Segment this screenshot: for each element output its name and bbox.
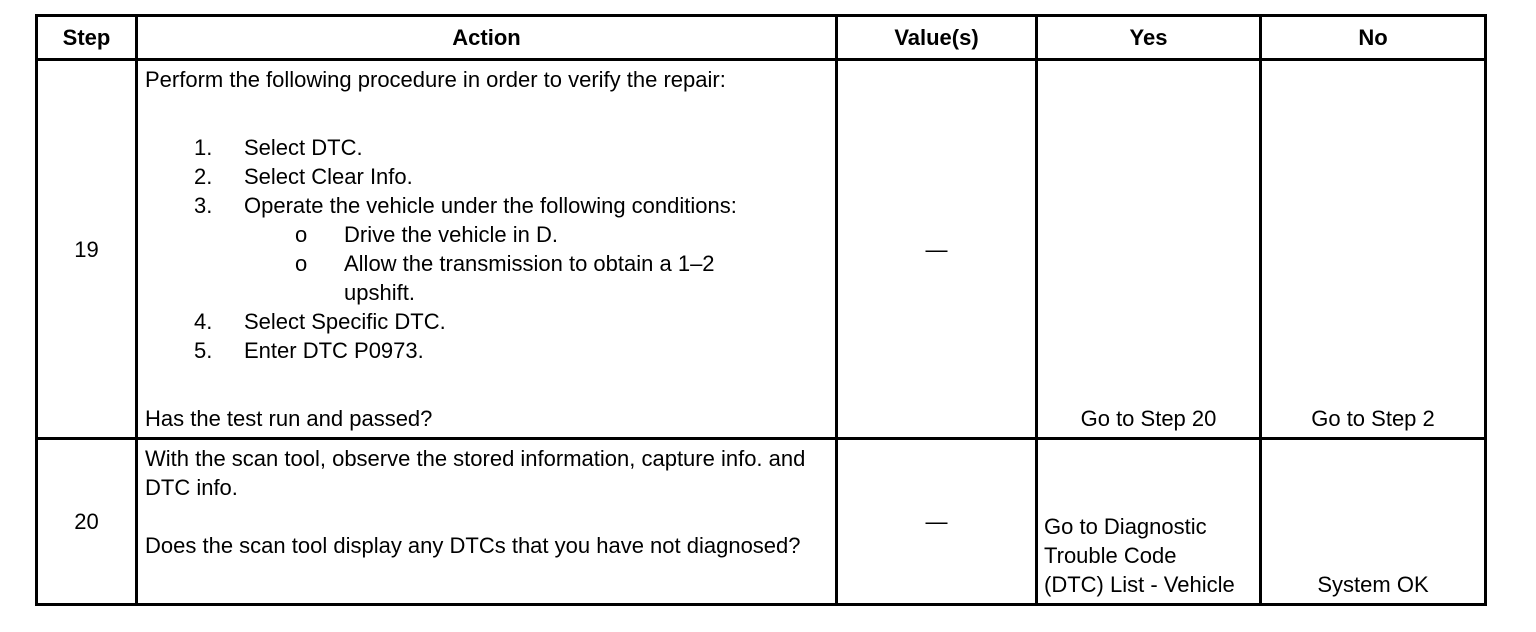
- list-text: Select Clear Info.: [244, 164, 413, 189]
- no-cell: [1261, 439, 1486, 605]
- list-text: Operate the vehicle under the following conditions:: [244, 193, 737, 218]
- list-number: 5.: [194, 338, 213, 363]
- list-text: Select Specific DTC.: [244, 309, 446, 334]
- action-cell: [137, 60, 837, 439]
- yes-cell: [1037, 439, 1261, 605]
- list-text: Enter DTC P0973.: [244, 338, 424, 363]
- header-row: [37, 16, 1486, 60]
- no-text: Go to Step 2: [1311, 406, 1435, 431]
- action-cell: [137, 439, 837, 605]
- sub-list: [145, 220, 804, 307]
- table-row-step-19: [37, 60, 1486, 439]
- sub-list-text: Drive the vehicle in D.: [344, 222, 558, 247]
- list-item: [145, 336, 829, 365]
- sub-list-item: [145, 220, 804, 249]
- list-item: [145, 133, 829, 162]
- yes-cell: [1037, 60, 1261, 439]
- list-number: 4.: [194, 309, 213, 334]
- header-no: No: [1261, 16, 1486, 60]
- list-number: 2.: [194, 164, 213, 189]
- header-yes: Yes: [1037, 16, 1261, 60]
- sub-list-item: [145, 249, 804, 307]
- action-question: Does the scan tool display any DTCs that you have not diagnosed?: [145, 533, 801, 558]
- header-action: Action: [137, 16, 837, 60]
- step-number: 19: [37, 60, 137, 439]
- list-number: 1.: [194, 135, 213, 160]
- procedure-list: [145, 133, 829, 365]
- sub-list-text: Allow the transmission to obtain a 1–2 upshift.: [344, 251, 715, 305]
- list-item: [145, 162, 829, 191]
- list-item: [145, 191, 829, 307]
- yes-text: Go to Step 20: [1080, 406, 1217, 431]
- yes-text: Go to Diagnostic Trouble Code (DTC) List - Vehicle: [1044, 514, 1235, 597]
- no-text: System OK: [1317, 572, 1429, 597]
- diagnostic-table: [35, 14, 1487, 606]
- list-item: [145, 307, 829, 336]
- list-number: 3.: [194, 193, 213, 218]
- no-cell: [1261, 60, 1486, 439]
- action-question: Has the test run and passed?: [145, 406, 433, 431]
- value-cell: —: [837, 439, 1037, 605]
- action-intro: Perform the following procedure in order to verify the repair:: [145, 67, 726, 92]
- bullet-marker: o: [295, 251, 308, 276]
- action-intro: With the scan tool, observe the stored information, capture info. and DTC info.: [145, 446, 806, 500]
- value-cell: —: [837, 60, 1037, 439]
- header-step: Step: [37, 16, 137, 60]
- list-text: Select DTC.: [244, 135, 363, 160]
- bullet-marker: o: [295, 222, 308, 247]
- header-values: Value(s): [837, 16, 1037, 60]
- step-number: 20: [37, 439, 137, 605]
- table-row-step-20: [37, 439, 1486, 605]
